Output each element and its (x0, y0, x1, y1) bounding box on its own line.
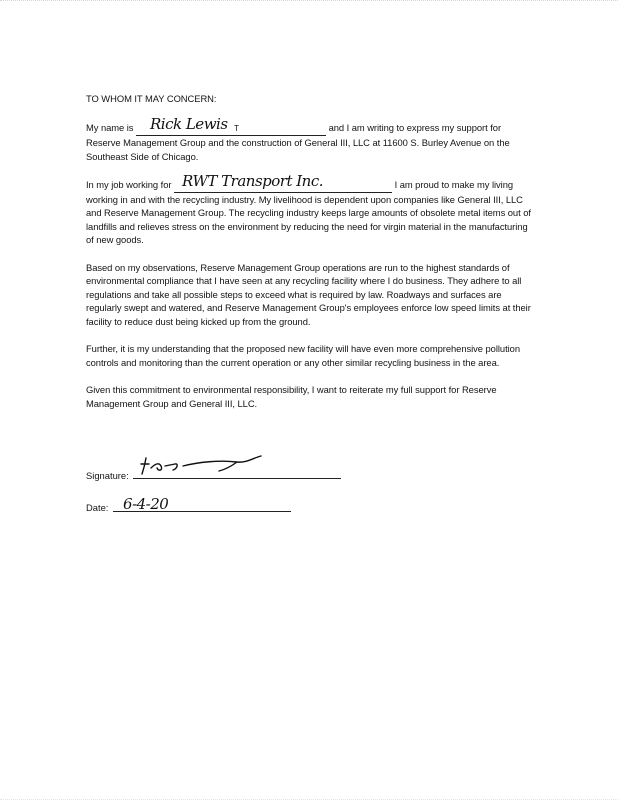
paragraph-employer (86, 172, 532, 247)
scan-edge-top (0, 0, 618, 13)
signature-block (86, 464, 341, 529)
date-label: Date: (86, 502, 109, 513)
handwritten-signature (139, 454, 269, 476)
employer-lead: In my job working for (86, 179, 172, 190)
typed-initial: T (234, 123, 239, 133)
employer-fill-line (174, 172, 392, 193)
signature-line (133, 464, 341, 479)
handwritten-date: 6-4-20 (123, 495, 169, 513)
signature-label: Signature: (86, 470, 129, 481)
intro-text: and I am writing to express my support for Reserve Management Group and the construction of General III, LLC at 11600 S. Burley Avenue on the Southeast Side of Chicago. (86, 121, 510, 162)
paragraph-intro (86, 114, 532, 164)
paragraph-observations: Based on my observations, Reserve Management Group operations are run to the highest standards of environmental compliance that I have seen at any recycling facility where I do business. They adhere to all regulations and take all possible steps to exceed what is required by law. Roadways and surfaces are regularly swept and watered, and Reserve Management Group's employees enforce low speed limits at their facility to reduce dust being kicked up from the ground. (86, 261, 531, 327)
scan-edge-bottom (0, 789, 618, 800)
paragraph-commitment: Given this commitment to environmental responsibility, I want to reiterate my full support for Reserve Management Group and General III, LLC. (86, 384, 497, 409)
date-line (113, 497, 291, 512)
name-fill-line (136, 114, 326, 137)
employer-text: I am proud to make my living working in and with the recycling industry. My livelihood is dependent upon companies like General III, LLC and Reserve Management Group. The recycling industry keeps large amounts of obsolete metal items out of landfills and relieves stress on the environment by reducing the need for virgin material in the manufacturing of new goods. (86, 179, 531, 245)
paragraph-understanding: Further, it is my understanding that the proposed new facility will have even more comprehensive pollution controls and monitoring than the current operation or any other similar recycling business in the area. (86, 343, 520, 368)
letter-body (86, 92, 532, 424)
handwritten-name: Rick Lewis (150, 114, 228, 133)
handwritten-company: RWT Transport Inc. (182, 172, 324, 190)
salutation: TO WHOM IT MAY CONCERN: (86, 93, 217, 104)
signature-row (86, 464, 341, 481)
date-row (86, 497, 341, 513)
name-lead: My name is (86, 121, 134, 133)
